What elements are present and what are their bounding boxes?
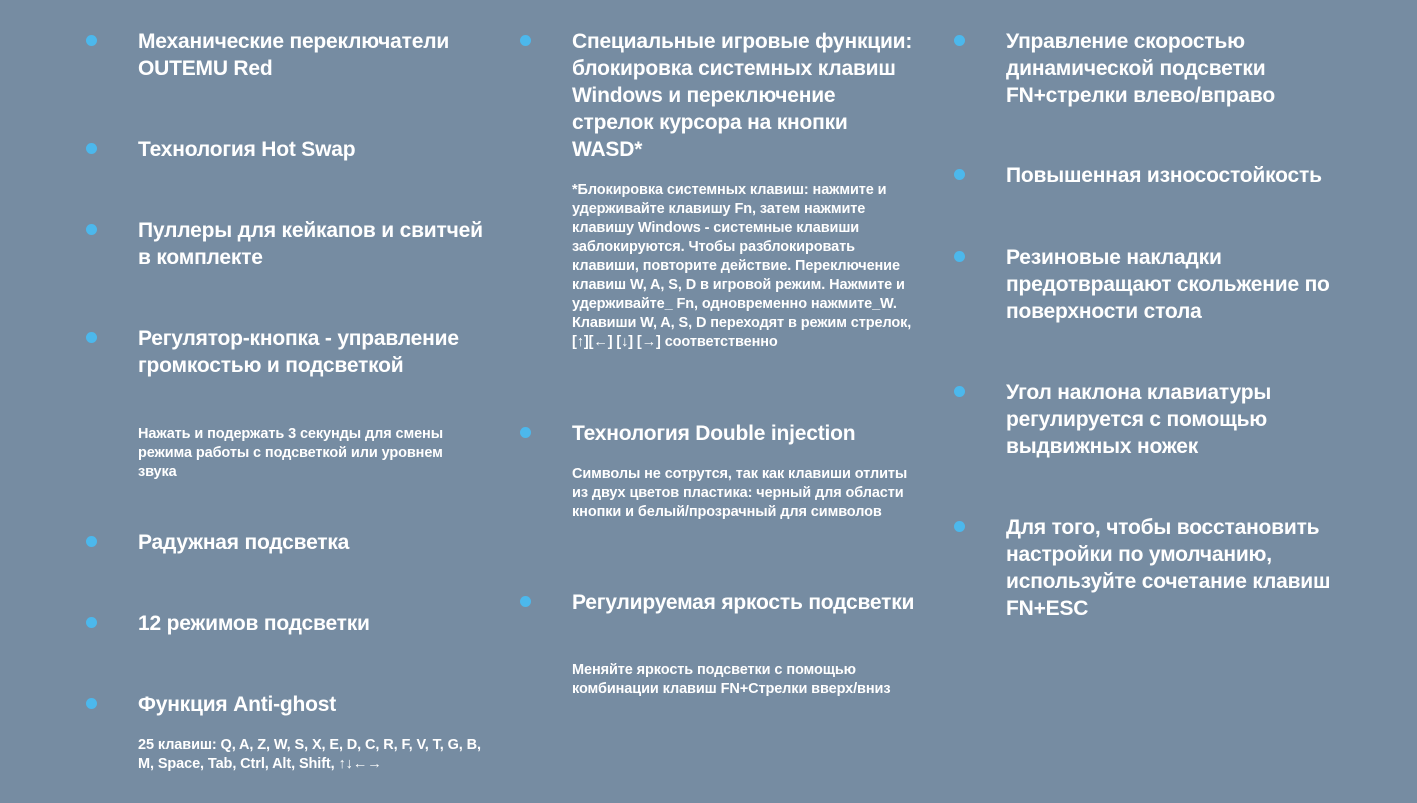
bullet-dot-icon xyxy=(520,427,531,438)
bullet-dot-icon xyxy=(86,617,97,628)
feature-title: Функция Anti-ghost xyxy=(138,693,337,716)
feature-title: Угол наклона клавиатуры регулируется с помощью выдвижных ножек xyxy=(1006,381,1272,458)
bullet-dot-icon xyxy=(520,596,531,607)
feature-title: Резиновые накладки предотвращают скольжение по поверхности стола xyxy=(1006,246,1330,323)
feature-title: Радужная подсветка xyxy=(138,531,350,554)
feature-description: Меняйте яркость подсветки с помощью комбинации клавиш FN+Стрелки вверх/вниз xyxy=(572,662,891,697)
feature-description: Нажать и подержать 3 секунды для смены режима работы с подсветкой или уровнем звука xyxy=(138,426,443,480)
bullet-dot-icon xyxy=(954,169,965,180)
feature-description: 25 клавиш: Q, A, Z, W, S, X, E, D, C, R, F, V, T, G, B, M, Space, Tab, Ctrl, Alt, Shift, ↑↓←→ xyxy=(138,737,481,772)
bullet-dot-icon xyxy=(86,35,97,46)
feature-title: Регулятор-кнопка - управление громкостью и подсветкой xyxy=(138,327,459,377)
bullet-dot-icon xyxy=(954,251,965,262)
bullet-dot-icon xyxy=(86,143,97,154)
feature-title: Для того, чтобы восстановить настройки по умолчанию, используйте сочетание клавиш FN+ESC xyxy=(1006,516,1331,620)
bullet-dot-icon xyxy=(954,521,965,532)
feature-title: Технология Hot Swap xyxy=(138,138,356,161)
feature-title: Технология Double injection xyxy=(572,422,856,445)
feature-title: Механические переключатели OUTEMU Red xyxy=(138,30,450,80)
feature-description: Символы не сотрутся, так как клавиши отлиты из двух цветов пластика: черный для области кнопки и белый/прозрачный для символов xyxy=(572,466,908,520)
bullet-dot-icon xyxy=(86,332,97,343)
feature-title: Пуллеры для кейкапов и свитчей в комплекте xyxy=(138,219,483,269)
feature-title: Регулируемая яркость подсветки xyxy=(572,591,915,614)
bullet-dot-icon xyxy=(954,386,965,397)
bullet-dot-icon xyxy=(86,224,97,235)
feature-title: Управление скоростью динамической подсветки FN+стрелки влево/вправо xyxy=(1006,30,1275,107)
bullet-dot-icon xyxy=(954,35,965,46)
feature-title: 12 режимов подсветки xyxy=(138,612,370,635)
bullet-dot-icon xyxy=(86,698,97,709)
feature-title: Повышенная износостойкость xyxy=(1006,164,1322,187)
feature-description: *Блокировка системных клавиш: нажмите и удерживайте клавишу Fn, затем нажмите клавишу Windows - системные клавиши заблокируются. Чтобы разблокировать клавиши, повторите действие. Переключение клавиш W, A, S, D в игровой режим. Нажмите и удерживайте_ Fn, одновременно нажмите_W. Клавиши W, A, S, D переходят в режим стрелок, [↑][←] [↓] [→] соответственно xyxy=(572,182,912,350)
bullet-dot-icon xyxy=(86,536,97,547)
feature-title: Специальные игровые функции: блокировка системных клавиш Windows и переключение стрелок курсора на кнопки WASD* xyxy=(572,30,913,161)
bullet-dot-icon xyxy=(520,35,531,46)
